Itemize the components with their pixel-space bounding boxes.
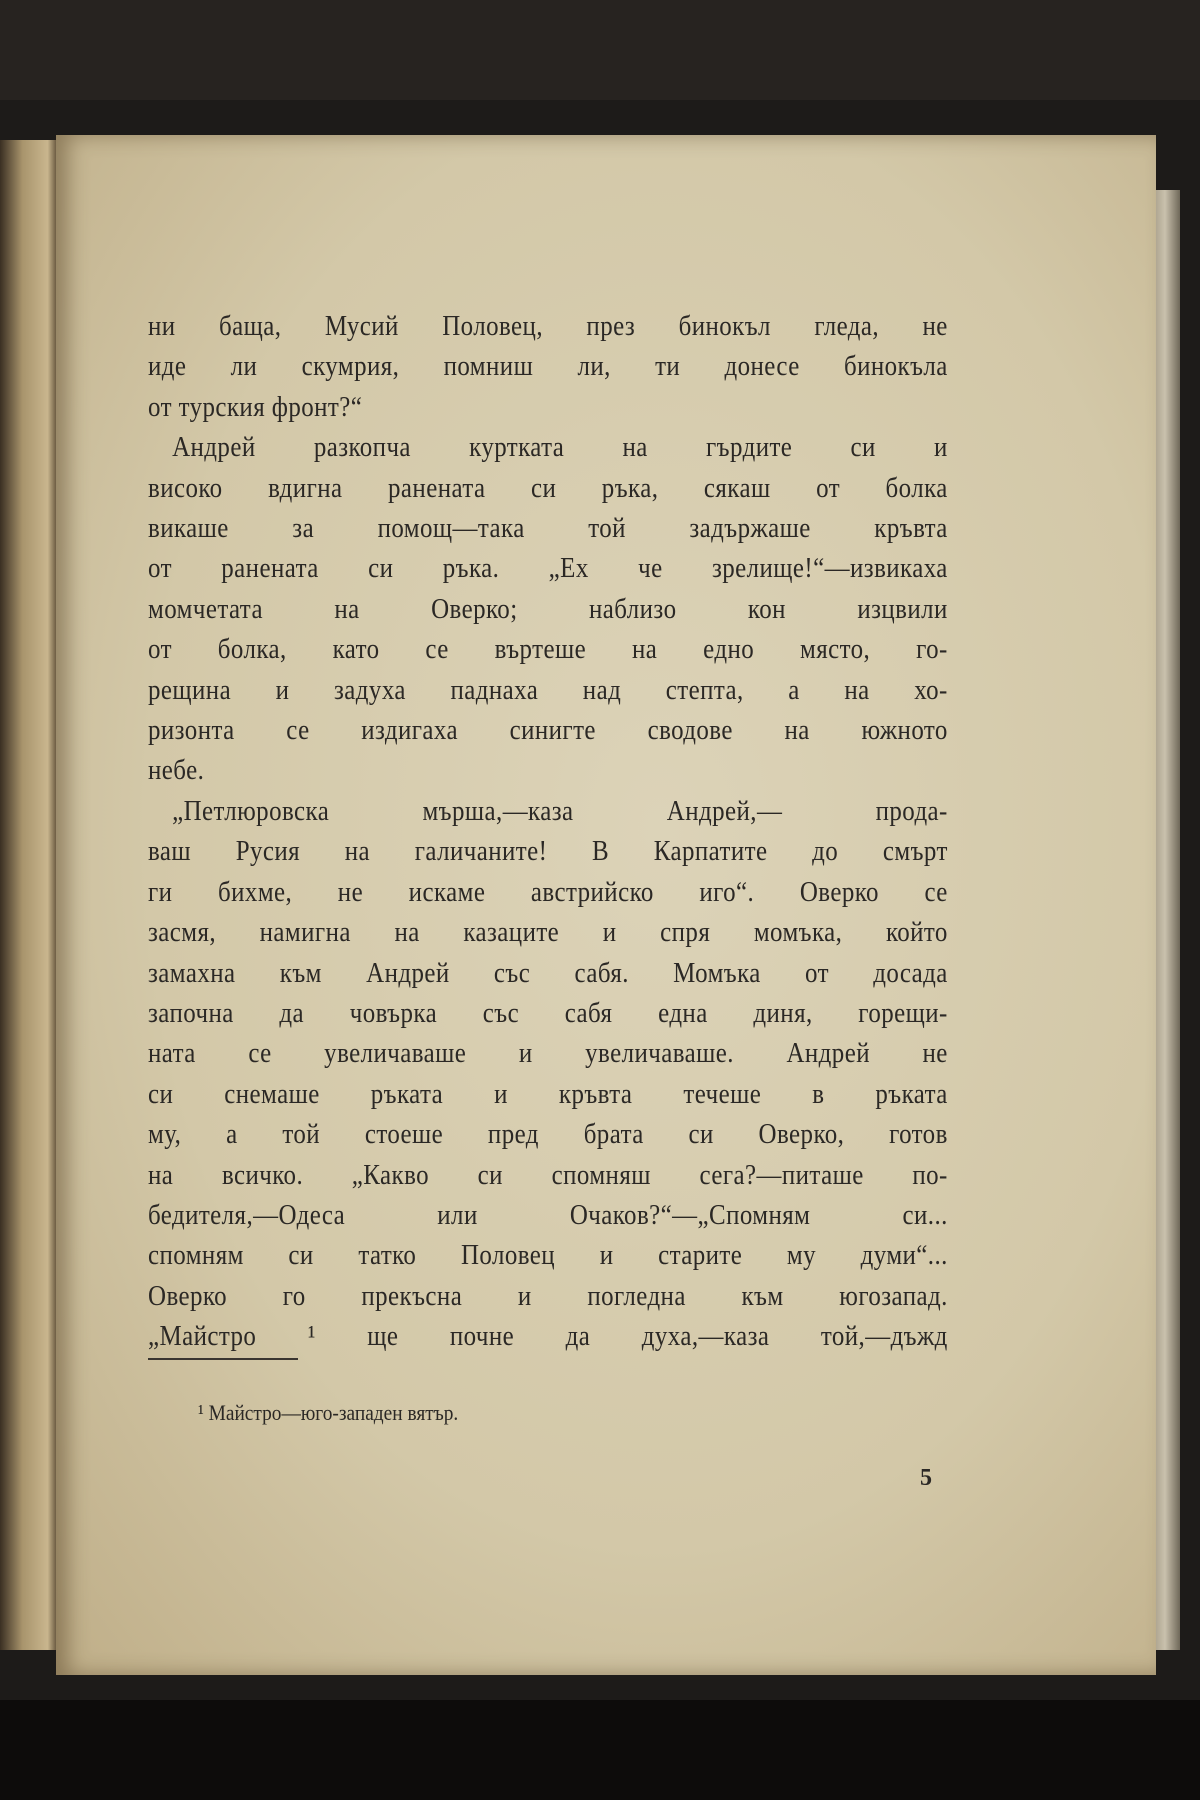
text-line: небе. xyxy=(148,754,205,787)
text-line: му, а той стоеше пред брата си Оверко, готов xyxy=(148,1118,948,1151)
page-number: 5 xyxy=(920,1465,932,1491)
background-top xyxy=(0,0,1200,100)
text-line: си снемаше ръката и кръвта течеше в ръката xyxy=(148,1077,948,1110)
text-line: спомням си татко Половец и старите му думи“... xyxy=(148,1239,948,1272)
text-line: от болка, като се въртеше на едно място, го- xyxy=(148,633,948,666)
background-bottom xyxy=(0,1700,1200,1800)
text-line: „Майстро ¹ ще почне да духа,—каза той,—дъжд xyxy=(148,1320,948,1353)
text-line: иде ли скумрия, помниш ли, ти донесе бинокъла xyxy=(148,350,948,383)
text-line: започна да човърка със сабя една диня, горещи- xyxy=(148,996,948,1029)
text-line: високо вдигна ранената си ръка, сякаш от болка xyxy=(148,471,948,504)
text-line: викаше за помощ—така той задържаше кръвта xyxy=(148,512,948,545)
text-line: бедителя,—Одеса или Очаков?“—„Спомням си... xyxy=(148,1198,948,1231)
text-line: Оверко го прекъсна и погледна към югозапад. xyxy=(148,1279,948,1312)
text-line: ги бихме, не искаме австрийско иго“. Оверко се xyxy=(148,875,948,908)
text-line: ната се увеличаваше и увеличаваше. Андрей не xyxy=(148,1037,948,1070)
text-line: ни баща, Мусий Половец, през бинокъл гледа, не xyxy=(148,310,948,342)
text-line: от турския фронт?“ xyxy=(148,390,363,423)
text-line: замахна към Андрей със сабя. Момъка от досада xyxy=(148,956,948,989)
text-line: засмя, намигна на казаците и спря момъка, който xyxy=(148,916,948,949)
text-line: ваш Русия на галичаните! В Карпатите до смърт xyxy=(148,835,948,868)
text-line: „Петлюровска мърша,—каза Андрей,— прода- xyxy=(172,794,948,827)
text-line: Андрей разкопча куртката на гърдите си и xyxy=(172,431,948,464)
text-line: ризонта се издигаха синигте сводове на южното xyxy=(148,714,948,747)
text-line: на всичко. „Какво си спомняш сега?—питаше по- xyxy=(148,1158,948,1191)
footnote-rule xyxy=(148,1358,298,1360)
text-line: момчетата на Оверко; наблизо кон изцвили xyxy=(148,592,948,625)
footnote: ¹ Майстро—юго-западен вятър. xyxy=(198,1400,459,1425)
body-text xyxy=(148,306,948,1357)
text-line: от ранената си ръка. „Ех че зрелище!“—извикаха xyxy=(148,552,948,585)
facing-page-edge xyxy=(0,140,56,1650)
text-line: рещина и задуха паднаха над степта, а на хо- xyxy=(148,673,948,706)
